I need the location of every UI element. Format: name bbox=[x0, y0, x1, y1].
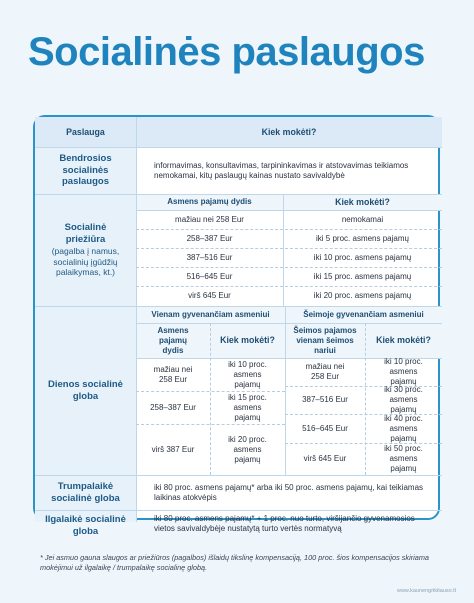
daycare-family-pay-3: iki 50 proc. asmens pajamų bbox=[384, 444, 423, 473]
care-income-4: virš 645 Eur bbox=[188, 291, 231, 300]
daycare-single-income-0: mažiau nei 258 Eur bbox=[153, 364, 193, 384]
care-pay-3: iki 15 proc. asmens pajamų bbox=[313, 271, 412, 281]
social-care-label bbox=[35, 194, 136, 306]
care-col-income: Asmens pajamų dydis bbox=[167, 197, 252, 206]
daycare-single-pay-0: iki 10 proc. asmens pajamų bbox=[228, 359, 267, 389]
daycare-family-col-income: Šeimos pajamos vienam šeimos nariui bbox=[293, 325, 357, 355]
daycare-family-income-3: virš 645 Eur bbox=[303, 454, 347, 463]
daycare-family-col-pay: Kiek mokėti? bbox=[376, 335, 431, 345]
long-term-care-label: Ilgalaikė socialinė globa bbox=[45, 514, 126, 537]
care-income-2: 387–516 Eur bbox=[186, 252, 233, 262]
social-care-subtitle: (pagalba į namus, socialinių įgūdžių palaikymas, kt.) bbox=[51, 245, 120, 278]
daycare-single-col-income: Asmens pajamų dydis bbox=[157, 325, 189, 355]
short-term-care-label: Trumpalaikė socialinė globa bbox=[51, 480, 120, 504]
website-link: www.kaunengrikitauso.lt bbox=[396, 588, 456, 594]
daycare-family-income-1: 387–516 Eur bbox=[302, 395, 348, 404]
daycare-family-pay-2: iki 40 proc. asmens pajamų bbox=[384, 413, 423, 443]
daycare-single-col-pay: Kiek mokėti? bbox=[220, 335, 275, 345]
care-pay-2: iki 10 proc. asmens pajamų bbox=[313, 252, 412, 262]
header-how-much: Kiek mokėti? bbox=[261, 126, 317, 137]
care-pay-1: iki 5 proc. asmens pajamų bbox=[316, 233, 409, 243]
fees-table bbox=[33, 115, 440, 537]
care-col-pay: Kiek mokėti? bbox=[335, 196, 390, 207]
care-income-0: mažiau nei 258 Eur bbox=[175, 214, 244, 224]
daycare-single-income-1: 258–387 Eur bbox=[150, 402, 196, 412]
daycare-family-header: Šeimoje gyvenančiam asmeniui bbox=[303, 309, 424, 319]
daycare-single-header: Vienam gyvenančiam asmeniui bbox=[151, 309, 270, 319]
footnote: * Jei asmuo gauna slaugos ar priežiūros (pagalbos) išlaidų tikslinę kompensaciją, 100 proc. šios kompensacijos skiriama mokėjimui už ilgalaikę / trumpalaikę socialinę globą. bbox=[40, 553, 429, 573]
daycare-single-pay-1: iki 15 proc. asmens pajamų bbox=[228, 392, 267, 422]
care-income-3: 516–645 Eur bbox=[186, 271, 233, 281]
day-care-label: Dienos socialinė globa bbox=[48, 378, 123, 402]
general-services-text: informavimas, konsultavimas, tarpininkavimas ir atstovavimas teikiamos nemokamai, kitų paslaugų kainas nustato savivaldybė bbox=[154, 160, 409, 180]
care-pay-0: nemokamai bbox=[341, 214, 384, 224]
general-services-label: Bendrosios socialinės paslaugos bbox=[59, 152, 112, 188]
daycare-family-pay-1: iki 30 proc. asmens pajamų bbox=[384, 385, 423, 414]
daycare-family-income-0: mažiau nei 258 Eur bbox=[305, 362, 345, 381]
short-term-care-text: iki 80 proc. asmens pajamų* arba iki 50 proc. asmens pajamų, kai teikiamas laikinas atokvėpis bbox=[154, 482, 424, 502]
daycare-single-pay-2: iki 20 proc. asmens pajamų bbox=[228, 434, 267, 464]
daycare-family-pay-0: iki 10 proc. asmens pajamų bbox=[384, 357, 423, 386]
header-service: Paslauga bbox=[66, 126, 105, 137]
care-income-1: 258–387 Eur bbox=[186, 233, 233, 243]
care-pay-4: iki 20 proc. asmens pajamų bbox=[313, 291, 412, 300]
daycare-single-income-2: virš 387 Eur bbox=[151, 444, 195, 454]
social-care-title: Socialinė priežiūra bbox=[64, 222, 107, 246]
daycare-family-income-2: 516–645 Eur bbox=[302, 423, 348, 433]
long-term-care-text: iki 80 proc. asmens pajamų* + 1 proc. nuo turto, viršijančio gyvenamosios vietos savivaldybėje nustatytą turto vertės normatyvą bbox=[154, 514, 415, 533]
page-title: Socialinės paslaugos bbox=[28, 30, 425, 74]
